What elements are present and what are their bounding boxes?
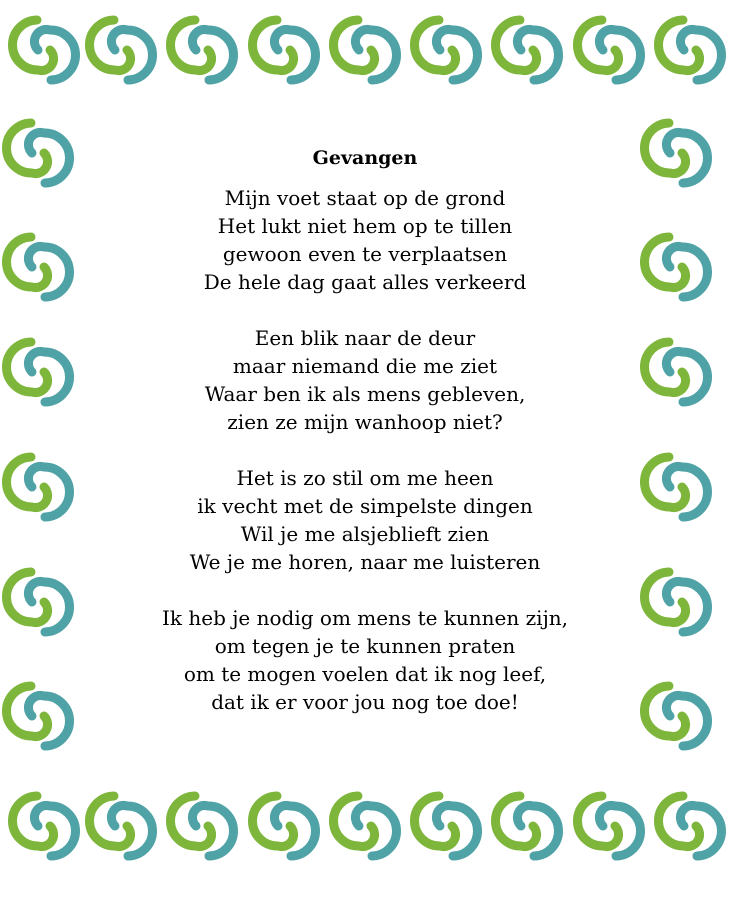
double-spiral-icon bbox=[644, 686, 707, 746]
double-spiral-icon bbox=[252, 796, 315, 856]
poem-line: ik vecht met de simpelste dingen bbox=[197, 494, 533, 518]
double-spiral-icon bbox=[12, 796, 75, 856]
poem-line: om te mogen voelen dat ik nog leef, bbox=[183, 662, 547, 686]
poem-line: Een blik naar de deur bbox=[254, 326, 476, 350]
stanza-4 bbox=[100, 604, 630, 716]
double-spiral-icon bbox=[170, 20, 233, 80]
poem-line: Ik heb je nodig om mens te kunnen zijn, bbox=[161, 606, 569, 630]
poem-line: dat ik er voor jou nog toe doe! bbox=[211, 690, 519, 714]
poem-line: maar niemand die me ziet bbox=[232, 354, 498, 378]
double-spiral-icon bbox=[644, 457, 707, 517]
poem-line: Het is zo stil om me heen bbox=[236, 466, 494, 490]
poem-line: Wil je me alsjeblieft zien bbox=[240, 522, 490, 546]
poem-line: zien ze mijn wanhoop niet? bbox=[227, 410, 503, 434]
double-spiral-icon bbox=[333, 796, 396, 856]
stanza-3 bbox=[100, 464, 630, 576]
double-spiral-icon bbox=[6, 457, 69, 517]
poem bbox=[100, 146, 630, 744]
poem-line: om tegen je te kunnen praten bbox=[214, 634, 516, 658]
double-spiral-icon bbox=[644, 123, 707, 183]
double-spiral-icon bbox=[89, 20, 152, 80]
stanza-2 bbox=[100, 324, 630, 436]
poem-title: Gevangen bbox=[312, 147, 418, 169]
double-spiral-icon bbox=[6, 572, 69, 632]
poem-line: Waar ben ik als mens gebleven, bbox=[204, 382, 526, 406]
double-spiral-icon bbox=[89, 796, 152, 856]
double-spiral-icon bbox=[658, 796, 721, 856]
double-spiral-icon bbox=[644, 237, 707, 297]
double-spiral-icon bbox=[495, 20, 558, 80]
double-spiral-icon bbox=[644, 342, 707, 402]
double-spiral-icon bbox=[12, 20, 75, 80]
double-spiral-icon bbox=[658, 20, 721, 80]
double-spiral-icon bbox=[333, 20, 396, 80]
poem-line: Mijn voet staat op de grond bbox=[224, 186, 506, 210]
double-spiral-icon bbox=[170, 796, 233, 856]
double-spiral-icon bbox=[6, 342, 69, 402]
poem-line: Het lukt niet hem op te tillen bbox=[217, 214, 513, 238]
double-spiral-icon bbox=[495, 796, 558, 856]
double-spiral-icon bbox=[6, 686, 69, 746]
double-spiral-icon bbox=[577, 20, 640, 80]
double-spiral-icon bbox=[252, 20, 315, 80]
poem-line: De hele dag gaat alles verkeerd bbox=[203, 270, 527, 294]
poem-line: gewoon even te verplaatsen bbox=[222, 242, 508, 266]
stanza-1 bbox=[100, 184, 630, 296]
double-spiral-icon bbox=[6, 237, 69, 297]
poem-line: We je me horen, naar me luisteren bbox=[189, 550, 541, 574]
double-spiral-icon bbox=[414, 796, 477, 856]
double-spiral-icon bbox=[414, 20, 477, 80]
double-spiral-icon bbox=[6, 123, 69, 183]
double-spiral-icon bbox=[644, 572, 707, 632]
double-spiral-icon bbox=[577, 796, 640, 856]
